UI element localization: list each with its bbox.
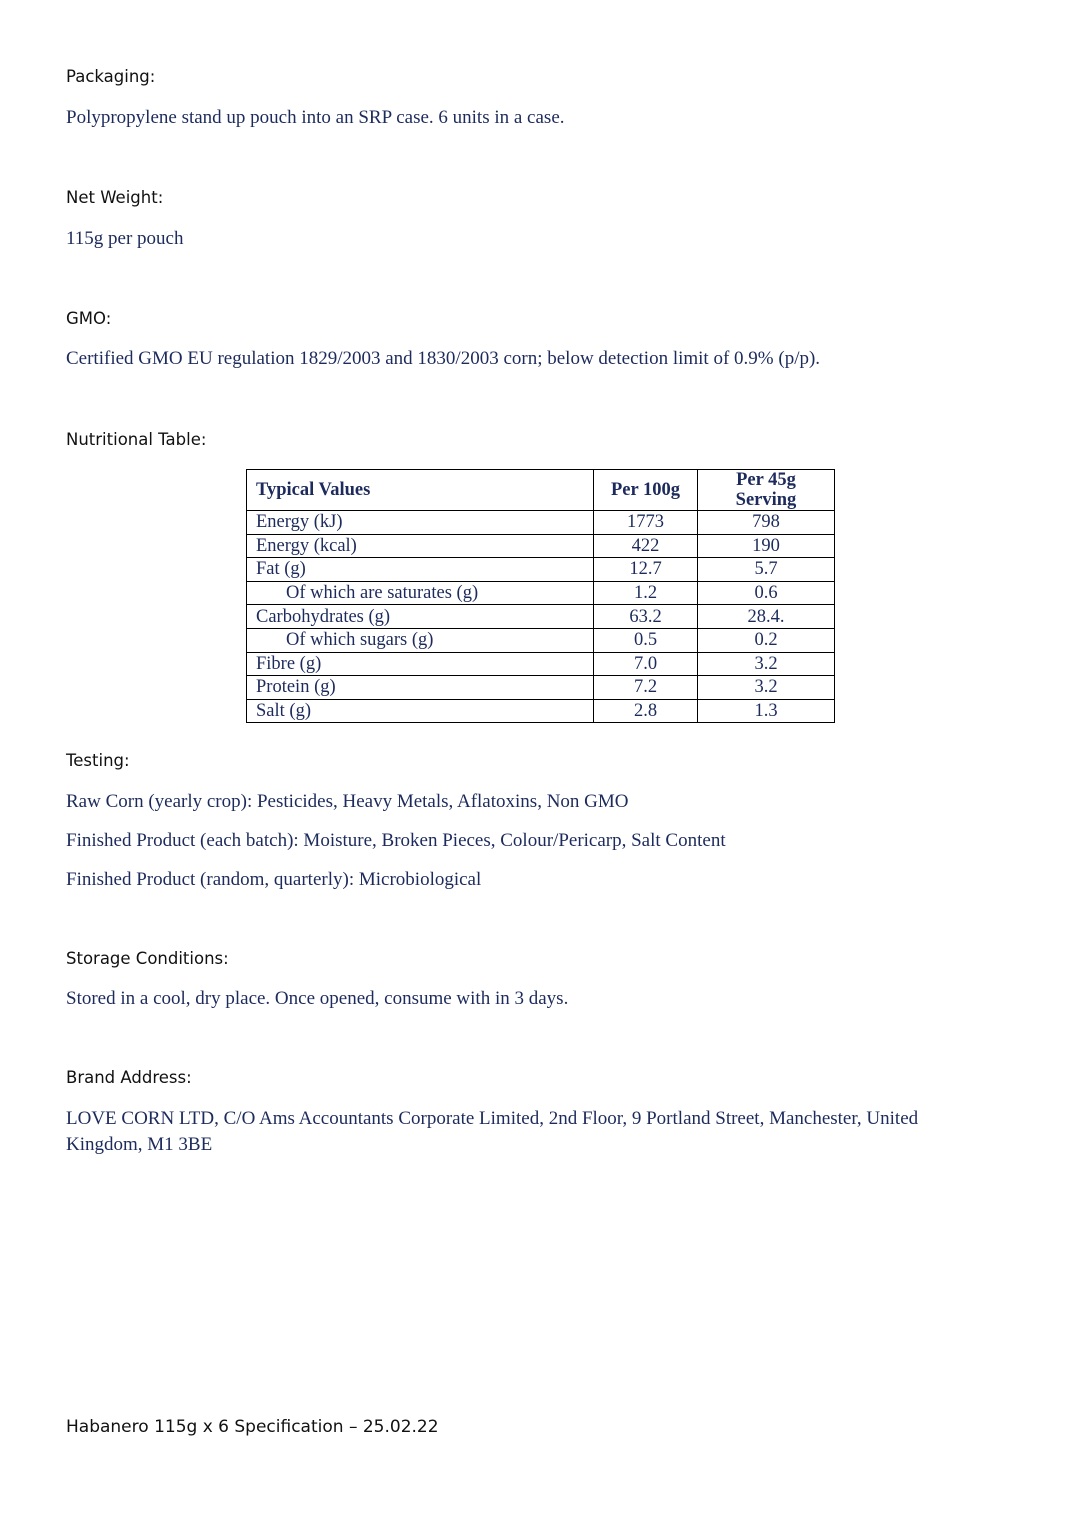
table-row (247, 628, 835, 652)
per-45g-serving-value: 798 (698, 511, 835, 535)
table-row (247, 511, 835, 535)
per-45g-serving-value: 3.2 (698, 676, 835, 700)
per-100g-value: 2.8 (594, 699, 698, 723)
packaging-heading: Packaging: (66, 67, 156, 86)
per-45g-serving-value: 190 (698, 534, 835, 558)
per-100g-value: 7.0 (594, 652, 698, 676)
per-100g-value: 0.5 (594, 628, 698, 652)
storage-heading: Storage Conditions: (66, 949, 229, 968)
table-row (247, 581, 835, 605)
per-45g-serving-value: 1.3 (698, 699, 835, 723)
per-45g-serving-value: 0.2 (698, 628, 835, 652)
column-header-per-45g-serving: Per 45g Serving (698, 470, 835, 511)
per-45g-serving-value: 28.4. (698, 605, 835, 629)
column-header-per-100g: Per 100g (594, 470, 698, 511)
nutrient-label: Of which sugars (g) (247, 628, 594, 652)
table-row (247, 699, 835, 723)
gmo-text: Certified GMO EU regulation 1829/2003 and 1830/2003 corn; below detection limit of 0.9% (p/p). (66, 348, 821, 369)
packaging-text: Polypropylene stand up pouch into an SRP case. 6 units in a case. (66, 107, 565, 128)
per-100g-value: 1773 (594, 511, 698, 535)
nutrition-heading: Nutritional Table: (66, 430, 207, 449)
nutrient-label: Salt (g) (247, 699, 594, 723)
testing-heading: Testing: (66, 751, 130, 770)
net-weight-heading: Net Weight: (66, 188, 164, 207)
per-45g-serving-value: 0.6 (698, 581, 835, 605)
nutrient-label: Protein (g) (247, 676, 594, 700)
storage-text: Stored in a cool, dry place. Once opened, consume with in 3 days. (66, 988, 569, 1009)
page-footer: Habanero 115g x 6 Specification – 25.02.22 (66, 1417, 439, 1437)
table-row (247, 652, 835, 676)
table-row (247, 676, 835, 700)
per-45g-serving-value: 3.2 (698, 652, 835, 676)
nutrient-label: Fibre (g) (247, 652, 594, 676)
nutrient-label: Carbohydrates (g) (247, 605, 594, 629)
testing-line-quarterly: Finished Product (random, quarterly): Microbiological (66, 869, 482, 890)
net-weight-text: 115g per pouch (66, 228, 184, 249)
nutrition-table (246, 469, 835, 723)
per-100g-value: 7.2 (594, 676, 698, 700)
per-45g-serving-value: 5.7 (698, 558, 835, 582)
nutrient-label: Of which are saturates (g) (247, 581, 594, 605)
per-100g-value: 63.2 (594, 605, 698, 629)
brand-address-heading: Brand Address: (66, 1068, 192, 1087)
table-row (247, 558, 835, 582)
brand-address-text: LOVE CORN LTD, C/O Ams Accountants Corporate Limited, 2nd Floor, 9 Portland Street, Manchester, United Kingdom, M1 3BE (66, 1108, 919, 1155)
column-header-typical-values: Typical Values (247, 470, 594, 511)
testing-line-raw-corn: Raw Corn (yearly crop): Pesticides, Heavy Metals, Aflatoxins, Non GMO (66, 791, 629, 812)
table-row (247, 534, 835, 558)
per-100g-value: 422 (594, 534, 698, 558)
per-100g-value: 1.2 (594, 581, 698, 605)
per-100g-value: 12.7 (594, 558, 698, 582)
table-row (247, 605, 835, 629)
nutrition-header-row (247, 470, 835, 511)
testing-line-each-batch: Finished Product (each batch): Moisture, Broken Pieces, Colour/Pericarp, Salt Content (66, 830, 726, 851)
nutrient-label: Energy (kJ) (247, 511, 594, 535)
nutrient-label: Energy (kcal) (247, 534, 594, 558)
gmo-heading: GMO: (66, 309, 112, 328)
nutrient-label: Fat (g) (247, 558, 594, 582)
nutrition-table-body (247, 511, 835, 723)
